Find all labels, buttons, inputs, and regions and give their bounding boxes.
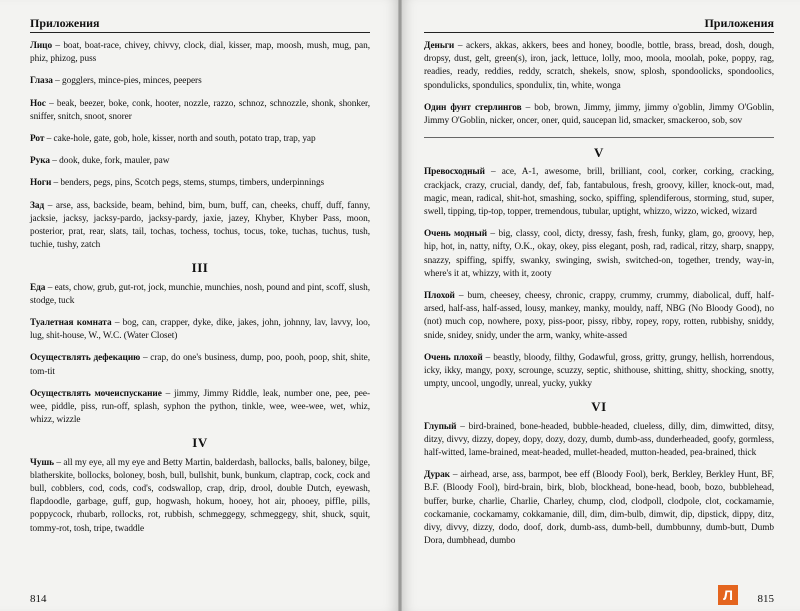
entry-synonyms: – ackers, akkas, akkers, bees and honey, boodle, bottle, brass, bread, dosh, dough, dropsy, dust, gelt, green(s), iron, jack, lettuce, lolly, moo, moola, moolah, poke, poppy, rag, readies, ready, reddies, reddy, scratch, shekels, snow, splosh, spondoolicks, spondoolics, spondulicks, spondulics, spondulix, tin, white, wonga: [424, 41, 774, 91]
glossary-entry: [424, 290, 774, 343]
entry-term: Деньги: [424, 41, 455, 51]
right-page: [402, 0, 800, 611]
glossary-entry: [424, 469, 774, 548]
glossary-entry: [30, 40, 370, 66]
right-head-rule: [424, 32, 774, 33]
entry-term: Осуществлять дефекацию: [30, 353, 141, 364]
entry-synonyms: – crap, do one's business, dump, poo, pooh, poop, shit, shite, tom-tit: [30, 353, 370, 377]
entry-term: Дурак: [424, 470, 450, 481]
entry-synonyms: – dook, duke, fork, mauler, paw: [50, 156, 170, 167]
entry-synonyms: – bum, cheesey, cheesy, chronic, crappy, crummy, crummy, diabolical, duff, half-arsed, half-ass, half-assed, lousy, mankey, manky, mouldy, naff, NBG (No Bloody Good), no (not) much cop, nowhere, poxy, piss-poor, pissy, ribby, ropey, ropy, rotten, rubbishy, sniddy, snide, snidey, snidy, under the arm, wanky, white-assed: [424, 291, 774, 341]
entry-term: Плохой: [424, 291, 455, 302]
entry-synonyms: – bob, brown, Jimmy, jimmy, jimmy o'goblin, Jimmy O'Goblin, Jimmy O'Goblin, nicker, oncer, oner, quid, saucepan lid, smacker, smackeroo, sob, sov: [424, 102, 775, 127]
glossary-entry: [424, 102, 774, 128]
entry-term: Лицо: [30, 41, 53, 51]
glossary-entry: [30, 317, 370, 343]
section-numeral: IV: [192, 435, 208, 451]
entry-synonyms: – beak, beezer, boke, conk, hooter, nozzle, razzo, schnoz, schnozzle, shonk, shonker, sniffer, snitch, snoot, snorer: [30, 98, 370, 122]
glossary-entry: [30, 388, 370, 428]
section-numeral: VI: [591, 399, 607, 415]
entry-synonyms: – benders, pegs, pins, Scotch pegs, stems, stumps, timbers, underpinnings: [51, 178, 325, 189]
entry-synonyms: – jimmy, Jimmy Riddle, leak, number one, pee, pee-wee, piddle, piss, run-off, splash, syphon the python, tinkle, wee, wee-wee, wet, whiz, whizz, wizzle: [30, 388, 370, 426]
entry-synonyms: – airhead, arse, ass, barmpot, bee eff (Bloody Fool), berk, Berkley, Berkley Hunt, BF, B.F. (Bloody Fool), bird-brain, birk, blob, blockhead, bone-head, boob, bozo, bubblehead, buffer, burke, charlie, Charlie, Charley, chump, clod, clodpoll, clodpole, clot, cockamamie, cockamanie, cockamamy, cokkamanie, dill, dim, dim-bulb, dimwit, dip, dipstick, dippy, ditz, divy, divvy, dizzy, dodo, doof, dork, dumb-ass, dumb-bell, dumbbunny, dumb-butt, Dumb Dora, dumbhead, dumbo: [424, 470, 774, 547]
glossary-entry: [30, 457, 370, 536]
left-page-number: 814: [30, 593, 47, 605]
section-numeral: III: [191, 260, 209, 276]
glossary-entry: [30, 200, 370, 253]
entry-term: Глупый: [424, 421, 457, 432]
glossary-entry: [30, 98, 370, 124]
glossary-entry: [30, 133, 370, 146]
entry-synonyms: – bog, can, crapper, dyke, dike, jakes, john, johnny, lav, lavvy, loo, lug, shit-house, W., W.C. (Water Closet): [30, 318, 371, 342]
entry-term: Рот: [30, 134, 45, 145]
left-page: [0, 0, 398, 611]
glossary-entry: [30, 75, 370, 88]
glossary-entry: [30, 352, 370, 378]
left-running-head: Приложения: [30, 16, 100, 30]
labirint-logo-watermark: Л: [718, 585, 738, 605]
glossary-entry: [424, 421, 774, 461]
entry-synonyms: – gogglers, mince-pies, minces, peepers: [52, 76, 202, 87]
glossary-entry: [424, 352, 774, 392]
entry-synonyms: – ace, A-1, awesome, brill, brilliant, cool, corker, corking, cracking, crackjack, crazy, crucial, dandy, def, fab, fantabulous, fresh, groovy, killer, knock-out, mad, magic, mean, radical, shit-hot, smashing, socko, spiffing, splendiferous, storming, stud, super, swell, tipping, tip-top, topper, tremendous, tubular, uptight, whizzo, wizzo, wicked, wizard: [424, 167, 774, 218]
entry-term: Глаза: [30, 76, 53, 87]
entry-term: Еда: [30, 282, 46, 293]
entry-term: Зад: [30, 200, 45, 211]
entry-term: Превосходный: [424, 167, 485, 178]
entry-synonyms: – arse, ass, backside, beam, behind, bim, bum, buff, can, cheeks, chuff, duff, fanny, jacksie, jacksy, jacksy-pardo, jacksy-pardy, jaxie, jazey, Khyber, Khyber Pass, moon, posterior, prat, rear, slats, tail, tochas, tochess, tochus, tocus, toke, tuchas, tuchus, tush, tuchie, tushy, zatch: [30, 200, 370, 251]
entry-term: Один фунт стерлингов: [424, 102, 522, 113]
glossary-entry: [424, 228, 774, 281]
section-divider: [424, 137, 774, 138]
entry-synonyms: – all my eye, all my eye and Betty Martin, balderdash, ballocks, balls, baloney, bilge, blatherskite, bollocks, boloney, bosh, bull, bullshit, bunk, bunkum, claptrap, cock, cock and bull, cobblers, cod, cods, cod's, codswallop, crap, drip, drool, double Dutch, eyewash, flapdoodle, garbage, guff, gup, hogwash, hokum, hooey, hot air, phooey, piffle, pills, poppycock, rhubarb, rollocks, rot, rubbish, schmeggegy, schmeggegy, shit, shuck, squit, tommy-rot, tosh, tripe, twaddle: [30, 457, 370, 534]
section-numeral: V: [594, 145, 604, 161]
entry-term: Рука: [30, 156, 50, 167]
entry-term: Ноги: [30, 178, 52, 189]
entry-synonyms: – boat, boat-race, chivey, chivvy, clock, dial, kisser, map, moosh, mush, mug, pan, phiz, phizog, puss: [30, 41, 370, 65]
entry-synonyms: – eats, chow, grub, gut-rot, jock, munchie, munchies, nosh, pound and pint, scoff, slush, stodge, tuck: [30, 282, 370, 306]
glossary-entry: [30, 155, 370, 168]
right-running-head: Приложения: [704, 16, 774, 30]
entry-term: Очень плохой: [424, 352, 483, 363]
glossary-entry: [424, 40, 774, 93]
right-page-number: 815: [757, 593, 774, 605]
left-head-rule: [30, 32, 370, 33]
entry-synonyms: – cake-hole, gate, gob, hole, kisser, north and south, potato trap, trap, yap: [44, 134, 316, 145]
right-page-body: [424, 40, 774, 558]
glossary-entry: [30, 177, 370, 190]
entry-synonyms: – big, classy, cool, dicty, dressy, fash, fresh, funky, glam, go, groovy, hep, hip, hot, in, natty, nifty, O.K., okay, okey, piss elegant, posh, rad, radical, ritzy, sharp, snappy, snazzy, spiffing, spiffy, swanky, swinging, swish, switched-on, together, trendy, way-in, where's it at, whizzy, with it, zooty: [424, 229, 774, 279]
entry-term: Нос: [30, 98, 46, 109]
entry-term: Чушь: [30, 457, 55, 468]
entry-term: Очень модный: [424, 229, 488, 240]
entry-synonyms: – bird-brained, bone-headed, bubble-headed, clueless, dilly, dim, dimwitted, ditsy, ditzy, divvy, dizzy, dopey, dopy, dozy, dozy, dumb, dumb-ass, dunderheaded, goofy, gormless, half-witted, lame-brained, meat-headed, mullet-headed, mutton-headed, pea-brained, thick: [424, 421, 774, 459]
glossary-entry: [424, 166, 774, 219]
glossary-entry: [30, 282, 370, 308]
entry-term: Туалетная комната: [30, 318, 112, 329]
left-page-body: [30, 40, 370, 545]
entry-synonyms: – beastly, bloody, filthy, Godawful, gross, gritty, grungy, hellish, horrendous, icky, ikky, mangy, poxy, scrounge, scuzzy, septic, shithouse, shitting, shitty, shocking, snotty, umpty, uncool, ungodly, unreal, yucky, yukky: [424, 352, 774, 390]
entry-term: Осуществлять мочеиспускание: [30, 388, 162, 399]
